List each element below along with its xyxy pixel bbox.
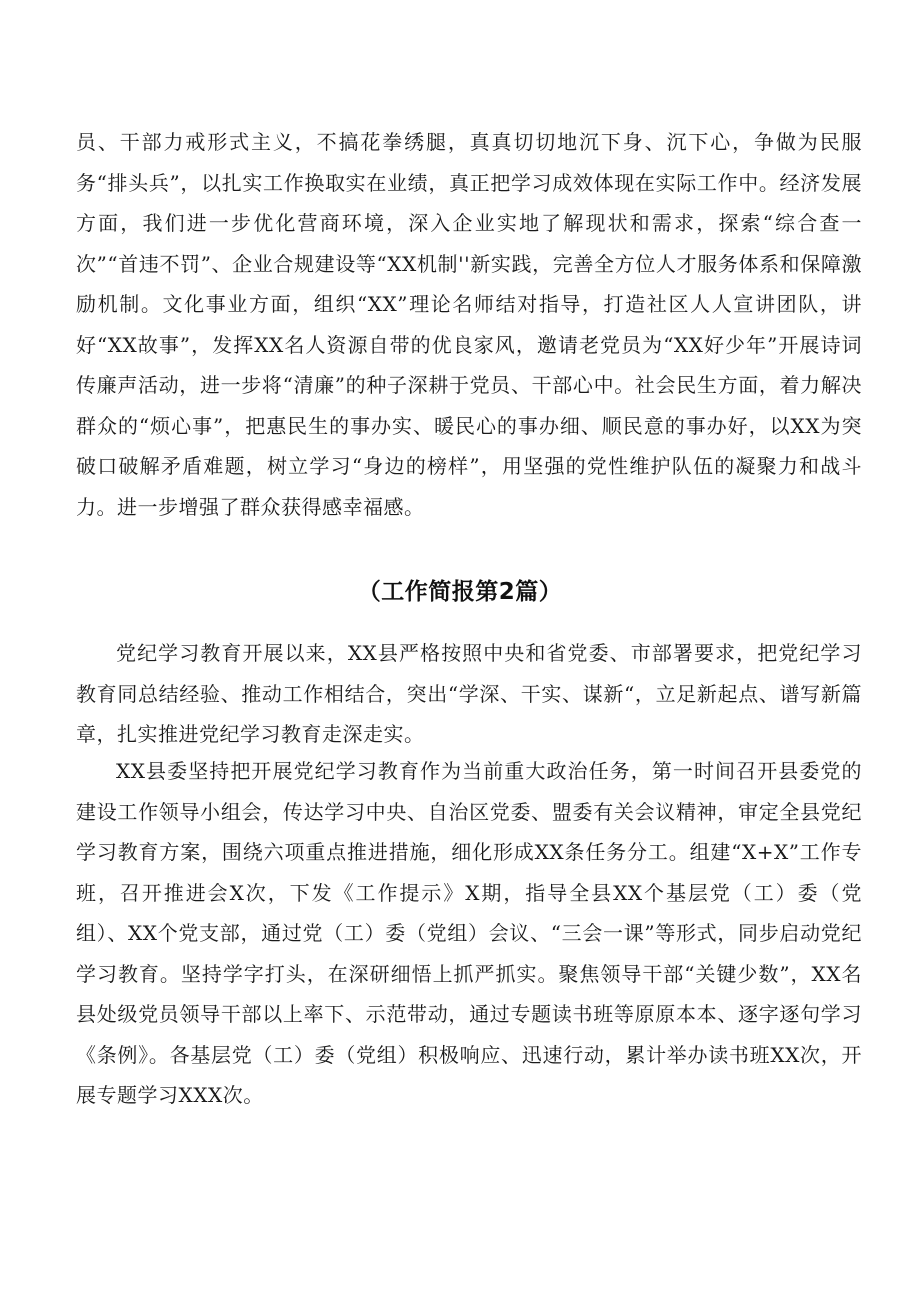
body-paragraph-1: 员、干部力戒形式主义，不搞花拳绣腿，真真切切地沉下身、沉下心，争做为民服务“排头兵”，以扎实工作换取实在业绩，真正把学习成效体现在实际工作中。经济发展方面，我们进一步优化营商环境，深入企业实地了解现状和需求，探索“综合查一次”“首违不罚”、企业合规建设等“XX机制''新实践，完善全方位人才服务体系和保障激励机制。文化事业方面，组织“XX”理论名师结对指导，打造社区人人宣讲团队，讲好“XX故事”，发挥XX名人资源自带的优良家风，邀请老党员为“XX好少年”开展诗词传廉声活动，进一步将“清廉”的种子深耕于党员、干部心中。社会民生方面，着力解决群众的“烦心事”，把惠民生的事办实、暖民心的事办细、顺民意的事办好，以XX为突破口破解矛盾难题，树立学习“身边的榜样”，用坚强的党性维护队伍的凝聚力和战斗力。进一步增强了群众获得感幸福感。 [76,130,862,519]
section-heading: （工作简报第2篇） [357,579,563,605]
body-paragraph-3: XX县委坚持把开展党纪学习教育作为当前重大政治任务，第一时间召开县委党的建设工作领导小组会，传达学习中央、自治区党委、盟委有关会议精神，审定全县党纪学习教育方案，围绕六项重点推进措施，细化形成XX条任务分工。组建“X+X”工作专班，召开推进会X次，下发《工作提示》X期，指导全县XX个基层党（工）委（党组）、XX个党支部，通过党（工）委（党组）会议、“三会一课”等形式，同步启动党纪学习教育。坚持学字打头，在深研细悟上抓严抓实。聚焦领导干部“关键少数”，XX名县处级党员领导干部以上率下、示范带动，通过专题读书班等原原本本、逐字逐句学习《条例》。各基层党（工）委（党组）积极响应、迅速行动，累计举办读书班XX次，开展专题学习XXX次。 [76,759,862,1107]
body-paragraph-2: 党纪学习教育开展以来，XX县严格按照中央和省党委、市部署要求，把党纪学习教育同总结经验、推动工作相结合，突出“学深、干实、谋新“，立足新起点、谱写新篇章，扎实推进党纪学习教育走深走实。 [76,641,862,746]
